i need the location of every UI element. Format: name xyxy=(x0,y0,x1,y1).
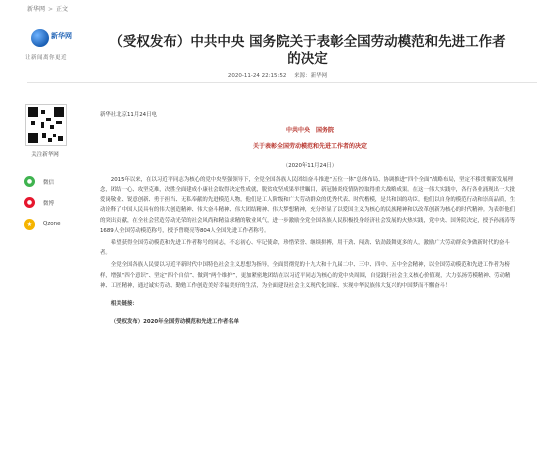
wechat-icon: ● xyxy=(24,176,35,187)
article-title-line2: 的决定 xyxy=(287,51,328,67)
qzone-icon: ★ xyxy=(24,219,35,230)
breadcrumb-current: 正文 xyxy=(56,6,69,13)
paragraph: 希望获得全国劳动模范和先进工作者称号的同志，不忘初心、牢记使命，珍惜荣誉、继续拼搏，用干劲、闯劲、钻劲鼓舞更多的人，激励广大劳动群众争做新时代的奋斗者。 xyxy=(100,240,510,257)
qr-label: 关注新华网 xyxy=(31,152,59,158)
issuer: 中共中央 国务院 xyxy=(285,127,334,135)
qr-code xyxy=(25,104,67,146)
doc-date: （2020年11月24日） xyxy=(282,162,338,169)
breadcrumb-home-link[interactable]: 新华网 xyxy=(27,6,46,13)
article-source: 来源：新华网 xyxy=(294,73,328,79)
share-qzone[interactable] xyxy=(24,219,84,233)
article-title xyxy=(80,34,535,68)
breadcrumb-separator: > xyxy=(48,6,54,13)
site-logo[interactable] xyxy=(25,29,85,63)
breadcrumb xyxy=(27,4,68,13)
share-wechat[interactable] xyxy=(24,176,84,190)
logo-name: 新华网 xyxy=(51,32,72,40)
weibo-icon: ● xyxy=(24,197,35,208)
logo-slogan: 让新闻离你更近 xyxy=(25,55,68,61)
related-label: 相关链接： xyxy=(110,301,138,308)
globe-icon xyxy=(31,29,49,47)
share-label: 微信 xyxy=(43,180,55,186)
related-link[interactable]: （受权发布）2020年全国劳动模范和先进工作者名单 xyxy=(110,319,240,326)
article-dateline: 新华社北京11月24日电 xyxy=(100,112,157,118)
share-weibo[interactable] xyxy=(24,197,84,211)
share-label: 微博 xyxy=(43,201,55,207)
divider xyxy=(27,82,537,83)
paragraph: 全党全国各族人民要以习近平新时代中国特色社会主义思想为指导，全面贯彻党的十九大和十九届二中、三中、四中、五中全会精神，以全国劳动模范和先进工作者为榜样，增强“四个意识”、坚定“四个自信”、做到“两个维护”，更加紧密地团结在以习近平同志为核心的党中央周围，自觉践行社会主义核心价值观，大力弘扬劳模精神、劳动精神、工匠精神，通过诚实劳动、勤勉工作创造美好幸福美好的生活，为全面建设社会主义现代化国家、实现中华民族伟大复兴的中国梦而不懈奋斗！ xyxy=(100,262,511,289)
article-title-line1: （受权发布）中共中央 国务院关于表彰全国劳动模范和先进工作者 xyxy=(109,34,506,50)
share-label: Qzone xyxy=(43,221,61,227)
article-body xyxy=(100,110,520,327)
paragraph: 2015年以来，在以习近平同志为核心的党中央坚强领导下，全党全国各族人民团结奋斗推进“五位一体”总体布局、协调推进“四个全面”战略布局，坚定不移贯彻新发展理念，团结一心、攻坚克难，决胜全面建成小康社会取得决定性成就，脱贫攻坚成果举世瞩目，新冠肺炎疫情防控取得重大战略成果。在这一伟大实践中，各行各业涌现出一大批爱岗敬业、锐意创新、勇于担当、无私奉献的先进模范人物，他们是工人阶级和广大劳动群众的优秀代表、时代楷模，是共和国的功臣。他们以自身的模范行动和崇高品质，生动诠释了中国人民具有的伟大创造精神、伟大奋斗精神、伟大团结精神、伟大梦想精神，充分彰显了以爱国主义为核心的民族精神和以改革创新为核心的时代精神。为表彰他们的突出贡献，在全社会营造劳动光荣的社会风尚和精益求精的敬业风气，进一步激励全党全国各族人民积极投身经济社会发展的火热实践，党中央、国务院决定，授予孙涌涛等1689人全国劳动模范称号，授予曾晓亮等804人全国先进工作者称号。 xyxy=(100,176,516,234)
article-meta xyxy=(0,71,555,79)
article-datetime: 2020-11-24 22:15:52 xyxy=(227,73,287,79)
doc-title: 关于表彰全国劳动模范和先进工作者的决定 xyxy=(252,143,367,151)
